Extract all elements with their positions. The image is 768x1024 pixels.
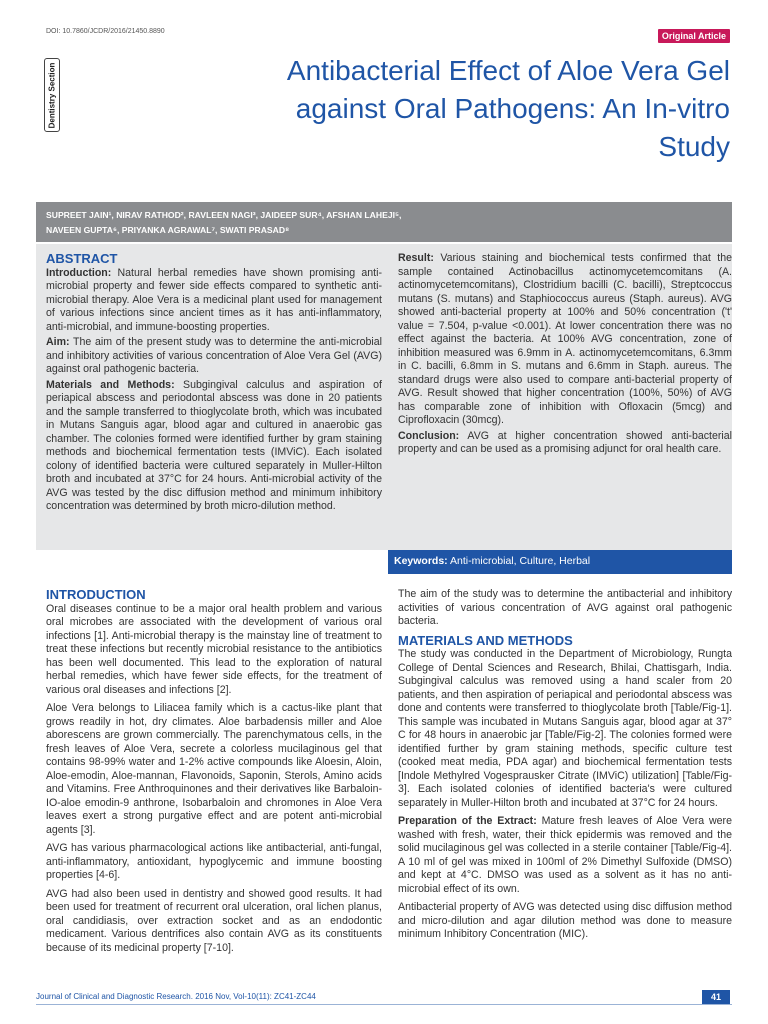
intro-paragraph-3: AVG has various pharmacological actions like antibacterial, anti-fungal, anti-inflammatory, antioxidant, hypoglycemic and immune boosting properties [4-6]. <box>46 842 382 881</box>
abstract-conclusion-text: AVG at higher concentration showed anti-bacterial property and can be used as a promising adjunct for oral health care. <box>398 429 732 455</box>
aim-paragraph: The aim of the study was to determine the antibacterial and inhibitory activities of various concentration of AVG against oral pathogenic bacteria. <box>398 588 732 627</box>
abstract-aim <box>46 336 382 377</box>
page-number: 41 <box>702 990 730 1004</box>
intro-paragraph-1: Oral diseases continue to be a major oral health problem and various oral microbes are associated with the development of various oral infections [1]. Anti-microbial therapy is the mainstay line of treatment to treat these infections but recently microbial resistance to the antibiotics has been well documented. This lead to the exploration of natural herbal remedies, which have fewer side effects, for the treatment of various oral diseases and infections [2]. <box>46 602 382 696</box>
authors-line-2: NAVEEN GUPTA⁶, PRIYANKA AGRAWAL⁷, SWATI PRASAD⁸ <box>46 225 290 235</box>
preparation-label: Preparation of the Extract: <box>398 815 537 827</box>
abstract-intro-text: Natural herbal remedies have shown promising anti-microbial property and fewer side effects compared to synthetic anti-microbial therapy. Aloe Vera is a medicinal plant used for management of various infections since ancient times as it has anti-inflammatory, anti-microbial, and immune-boosting properties. <box>46 266 382 333</box>
keywords-bar <box>388 550 732 574</box>
abstract-aim-label: Aim: <box>46 336 70 348</box>
methods-paragraph-1: The study was conducted in the Department of Microbiology, Rungta College of Dental Sciences and Research, Bhilai, Chattisgarh, India. Subgingival calculus was removed using a hand scaler from 20 patients, and then aspiration of periapical and periodontal abscess was done and contents were transferred to thioglycolate broth [Table/Fig-1]. This sample was incubated in Mutans Sanguis agar, blood agar at 37° C for 48 hours in anaerobic jar [Table/Fig-2]. The colonies formed were identified further by gram staining methods, specific culture test (cooked meat media, PDA agar) and biochemical fermentation tests [Indole Methylred Vogesprausker Citrate (IMViC) utilization] [Table/Fig-3]. Each isolated colonies of identified bacteria's were cultured separately in Muller-Hilton broth and incubated at 37°C for 24 hours. <box>398 648 732 809</box>
article-title: Antibacterial Effect of Aloe Vera Gel against Oral Pathogens: An In-vitro Study <box>286 55 730 162</box>
abstract-methods <box>46 379 382 514</box>
section-label: Dentistry Section <box>47 62 57 128</box>
abstract-column-left <box>46 252 382 516</box>
abstract-box <box>36 244 732 550</box>
section-label-box <box>44 58 60 132</box>
keywords-label: Keywords: <box>394 555 448 567</box>
body-column-left <box>46 588 382 960</box>
author-band <box>36 202 732 242</box>
footer-divider <box>36 1004 732 1005</box>
keywords-row <box>36 550 732 574</box>
abstract-conclusion-label: Conclusion: <box>398 429 460 442</box>
article-type-badge: Original Article <box>658 29 730 43</box>
preparation-text: Mature fresh leaves of Aloe Vera were washed with fresh, water, their thick epidermis was removed and the solid mucilaginous gel was collected in a sterile container [Table/Fig-4]. A 10 ml of gel was mixed in 100ml of 2% Dimethyl Sulfoxide (DMSO) and kept at 4°C. DMSO was used as a solvent as it has no anti-microbial effect of its own. <box>398 815 732 895</box>
body-column-right <box>398 588 732 947</box>
preparation-paragraph <box>398 815 732 896</box>
abstract-introduction <box>46 267 382 335</box>
keywords-text: Anti-microbial, Culture, Herbal <box>450 555 591 567</box>
authors-line-1: SUPREET JAIN¹, NIRAV RATHOD², RAVLEEN NAGI³, JAIDEEP SUR⁴, AFSHAN LAHEJI⁵, <box>46 210 402 220</box>
abstract-result <box>398 252 732 428</box>
intro-paragraph-2: Aloe Vera belongs to Liliacea family which is a cactus-like plant that grows readily in hot, dry climates. Aloe barbadensis miller and Aloe aborescens are grown commercially. The parenchymatous cells, in the fresh leaves of Aloe Vera, secrete a colorless mucilaginous gel that contains 98-99% water and 1-2% active compounds like Aloesin, Aloin, Aloe-emodin, Aloe-mannan, Flavonoids, Saponin, Sterols, Amino acids and Vitamins. Free Anthroquinones and their derivatives like Barbaloin-IO-aloe emodin-9 anthrone, Isobarbaloin and chromones in Aloe Vera leaves exert a strong purgative effect and are potent anti-microbial agents [3]. <box>46 702 382 836</box>
abstract-aim-text: The aim of the present study was to determine the anti-microbial and inhibitory activities of various concentration of Aloe Vera Gel (AVG) against oral pathogenic bacteria. <box>46 336 382 375</box>
abstract-methods-text: Subgingival calculus and aspiration of periapical abscess and periodontal abscess was done in 20 patients and the sample transferred to thioglycolate broth, which was incubated in Mutans Sanguis agar, blood agar and cultured in anaerobic gas chamber. The colonies formed were identified further by gram staining methods and biochemical fermentation tests (IMViC). Each isolated colony of identified bacteria were cultured separately in Muller-Hilton broth and incubated at 37°C for 24 hours. Anti-microbial activity of the AVG was tested by the disc diffusion method and minimum inhibitory concentration was determined by broth micro-dilution method. <box>46 378 383 512</box>
doi-line: DOI: 10.7860/JCDR/2016/21450.8890 <box>46 28 165 35</box>
abstract-methods-label: Materials and Methods: <box>46 378 175 391</box>
abstract-conclusion <box>398 430 732 457</box>
introduction-heading: INTRODUCTION <box>46 587 146 602</box>
abstract-column-right <box>398 252 732 459</box>
journal-footer: Journal of Clinical and Diagnostic Research. 2016 Nov, Vol-10(11): ZC41-ZC44 <box>36 992 316 1001</box>
abstract-intro-label: Introduction: <box>46 266 112 279</box>
abstract-result-label: Result: <box>398 252 434 264</box>
methods-paragraph-3: Antibacterial property of AVG was detected using disc diffusion method and micro-dilution and agar dilution method was done to measure minimum Inhibitory Concentration (MIC). <box>398 901 732 940</box>
intro-paragraph-4: AVG had also been used in dentistry and showed good results. It had been used for treatment of recurrent oral ulceration, oral lichen planus, oral candidiasis, over extraction socket and as an endodontic medicament. Various dentrifices also contain AVG as its constituents because of its medicinal property [7-10]. <box>46 887 382 954</box>
materials-methods-heading: MATERIALS AND METHODS <box>398 632 573 648</box>
abstract-result-text: Various staining and biochemical tests confirmed that the sample contained Actinobacillus actinomycetemcomitans (A. actinomycetemcomitans), Clostridium bacilli (C. bacilli), Streptcoccus mutans (S. mutans) and Staphiococcus aureus (Staph. aureus). AVG showed anti-bacterial property at 100% and 50% concentration ('t' value = 7.504, p-value <0.001). At lower concentration there was no effect against the bacteria. At 100% AVG concentration, zone of inhibition measured was 6.9mm in A. actinomycetemcomitans, 6.3mm in C. bacilli, 6.8mm in S. mutans and 6.6mm in Staph. aureus. The standard drugs were also used to compare anti-bacterial property of AVG. Result showed that higher concentration (100%, 50%) of AVG has comparable zone of inhibition with Ofloxacin (5mcg) and Ciprofloxacin (30mcg). <box>398 252 732 426</box>
abstract-heading: ABSTRACT <box>46 251 118 266</box>
